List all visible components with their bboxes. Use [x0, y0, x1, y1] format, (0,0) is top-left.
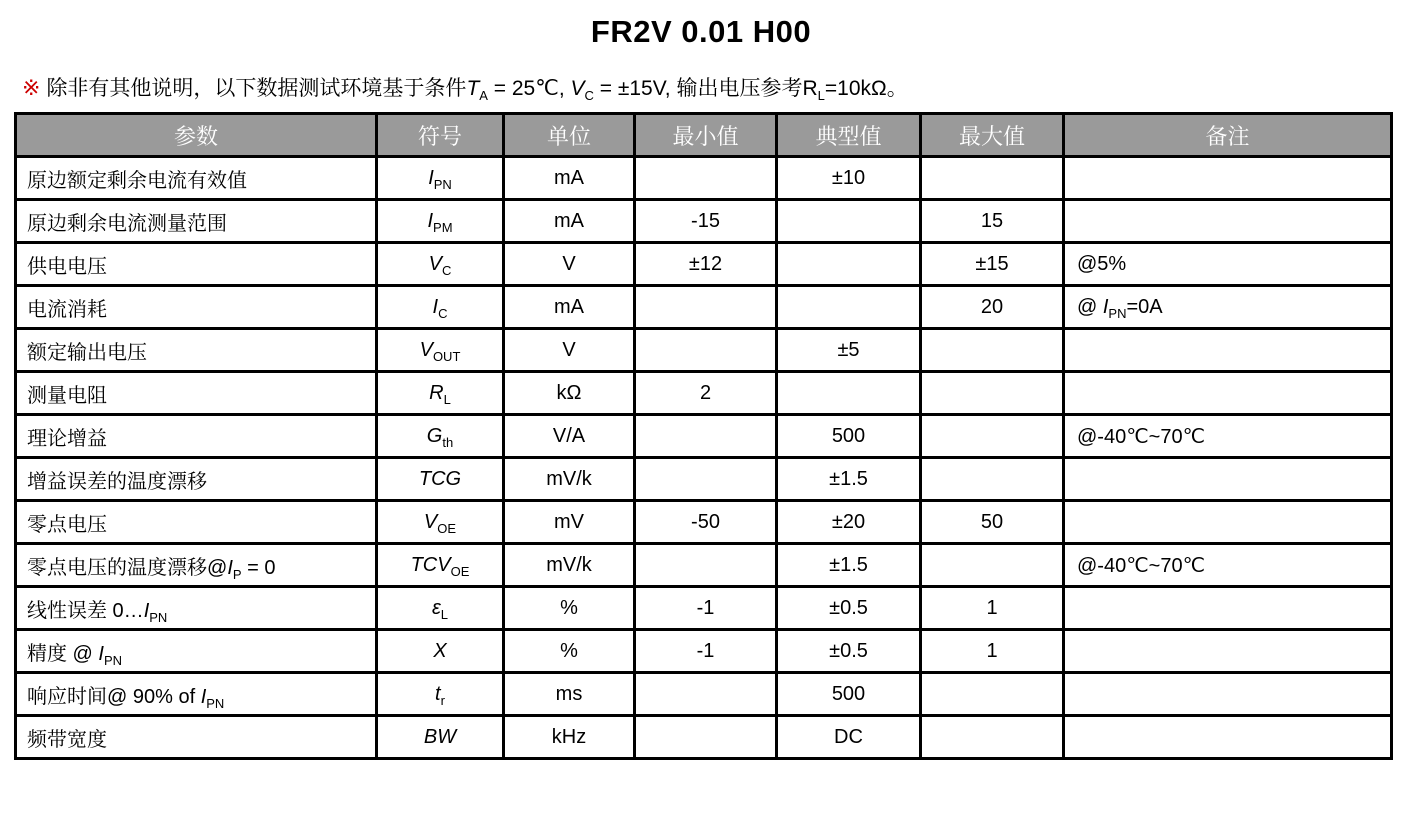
symbol-base: X — [433, 639, 447, 662]
typical-cell — [777, 458, 921, 501]
typical-cell — [777, 501, 921, 544]
symbol-base: I — [432, 295, 439, 318]
header-unit: 单位 — [504, 114, 635, 157]
symbol-cell — [377, 415, 504, 458]
unit-cell — [504, 329, 635, 372]
remark-cell — [1064, 716, 1392, 759]
unit-cell — [504, 630, 635, 673]
typical-cell — [777, 286, 921, 329]
symbol-base: I — [428, 166, 434, 189]
symbol-sub: OE — [437, 520, 457, 536]
parameter-text: 精度 @ — [27, 642, 99, 665]
unit-value: mA — [554, 209, 584, 232]
parameter-symbol: I — [200, 685, 207, 708]
max-cell — [921, 329, 1064, 372]
table-row — [16, 157, 1392, 200]
unit-cell — [504, 200, 635, 243]
typical-cell — [777, 630, 921, 673]
typical-cell — [777, 587, 921, 630]
typical-value: 500 — [831, 682, 866, 705]
min-cell — [635, 501, 777, 544]
parameter-cell — [16, 372, 377, 415]
parameter-cell — [16, 673, 377, 716]
min-cell — [635, 630, 777, 673]
header-remark: 备注 — [1064, 114, 1392, 157]
symbol-base: TCV — [410, 553, 451, 576]
remark-cell — [1064, 372, 1392, 415]
remark-cell — [1064, 458, 1392, 501]
max-value: 1 — [986, 596, 998, 619]
symbol-sub: r — [440, 692, 445, 708]
parameter-symbol-sub: PN — [206, 695, 225, 711]
remark-cell — [1064, 630, 1392, 673]
unit-cell — [504, 544, 635, 587]
header-max: 最大值 — [921, 114, 1064, 157]
unit-cell — [504, 716, 635, 759]
note-symbol-vc-sub: C — [584, 88, 594, 103]
min-cell — [635, 544, 777, 587]
unit-value: mA — [554, 166, 584, 189]
unit-cell — [504, 501, 635, 544]
unit-cell — [504, 372, 635, 415]
note-symbol-vc: V — [570, 77, 585, 100]
symbol-base: I — [427, 209, 434, 232]
min-cell — [635, 329, 777, 372]
max-value: 20 — [980, 295, 1004, 318]
table-row — [16, 587, 1392, 630]
typical-cell — [777, 329, 921, 372]
typical-value: ±1.5 — [829, 553, 868, 576]
parameter-text: 响应时间@ 90% of — [27, 685, 201, 708]
typical-cell — [777, 243, 921, 286]
symbol-base: V — [419, 338, 433, 361]
max-cell — [921, 157, 1064, 200]
min-value: ±12 — [688, 252, 723, 275]
remark-cell — [1064, 587, 1392, 630]
parameter-symbol: I — [227, 556, 233, 579]
remark-text: @-40℃~70℃ — [1077, 425, 1206, 448]
typical-cell — [777, 200, 921, 243]
parameter-text: 测量电阻 — [27, 384, 107, 407]
symbol-cell — [377, 243, 504, 286]
symbol-sub: C — [441, 262, 452, 278]
remark-cell — [1064, 501, 1392, 544]
typical-value: ±0.5 — [829, 639, 868, 662]
unit-cell — [504, 673, 635, 716]
parameter-text: 频带宽度 — [27, 728, 107, 751]
header-min: 最小值 — [635, 114, 777, 157]
parameter-text: 零点电压 — [27, 513, 107, 536]
symbol-sub: OE — [450, 563, 470, 579]
unit-value: mV/k — [546, 467, 592, 490]
table-row — [16, 716, 1392, 759]
note-text-2: = 25℃, — [487, 77, 571, 100]
symbol-cell — [377, 716, 504, 759]
unit-cell — [504, 415, 635, 458]
typical-cell — [777, 716, 921, 759]
max-value: 50 — [980, 510, 1004, 533]
unit-value: V/A — [552, 424, 586, 447]
max-value: 15 — [980, 209, 1004, 232]
unit-value: mA — [554, 295, 584, 318]
remark-cell — [1064, 200, 1392, 243]
remark-symbol: I — [1102, 295, 1109, 318]
symbol-base: ε — [431, 596, 441, 619]
note-symbol-rl: R — [802, 77, 818, 100]
header-symbol: 符号 — [377, 114, 504, 157]
symbol-base: R — [429, 381, 444, 404]
max-cell — [921, 286, 1064, 329]
parameter-symbol-sub: PN — [103, 652, 123, 668]
remark-cell — [1064, 286, 1392, 329]
remark-text: @5% — [1077, 252, 1127, 275]
symbol-cell — [377, 501, 504, 544]
min-cell — [635, 673, 777, 716]
parameter-text: 供电电压 — [27, 255, 107, 278]
min-cell — [635, 716, 777, 759]
parameter-symbol-sub: PN — [149, 609, 168, 625]
typical-cell — [777, 372, 921, 415]
unit-value: V — [562, 252, 576, 275]
table-row — [16, 243, 1392, 286]
min-cell — [635, 157, 777, 200]
page-title: FR2V 0.01 H00 — [590, 14, 812, 49]
symbol-cell — [377, 544, 504, 587]
min-cell — [635, 415, 777, 458]
table-row — [16, 200, 1392, 243]
min-cell — [635, 372, 777, 415]
parameter-cell — [16, 501, 377, 544]
parameter-cell — [16, 716, 377, 759]
symbol-base: BW — [423, 725, 457, 748]
typical-value: DC — [834, 725, 863, 748]
min-cell — [635, 587, 777, 630]
parameter-text: 零点电压的温度漂移@ — [27, 556, 228, 579]
parameter-cell — [16, 200, 377, 243]
parameter-text: 理论增益 — [27, 427, 107, 450]
symbol-base: G — [426, 424, 443, 447]
parameter-text: 额定输出电压 — [27, 341, 147, 364]
test-conditions-note — [22, 72, 1402, 102]
parameter-symbol-sub: P — [232, 566, 242, 582]
symbol-cell — [377, 630, 504, 673]
parameter-cell — [16, 415, 377, 458]
min-cell — [635, 243, 777, 286]
unit-value: % — [560, 639, 578, 662]
max-value: ±15 — [975, 252, 1009, 275]
typical-value: ±5 — [837, 338, 860, 361]
max-cell — [921, 716, 1064, 759]
max-cell — [921, 200, 1064, 243]
parameter-cell — [16, 458, 377, 501]
table-row — [16, 415, 1392, 458]
min-value: -1 — [696, 596, 715, 619]
unit-value: ms — [555, 682, 583, 705]
remark-cell — [1064, 673, 1392, 716]
max-value: 1 — [986, 639, 998, 662]
remark-symbol-sub: PN — [1108, 305, 1127, 321]
max-cell — [921, 458, 1064, 501]
header-typical: 典型值 — [777, 114, 921, 157]
symbol-cell — [377, 372, 504, 415]
max-cell — [921, 415, 1064, 458]
table-row — [16, 286, 1392, 329]
max-cell — [921, 630, 1064, 673]
table-header-row — [16, 114, 1392, 157]
min-cell — [635, 458, 777, 501]
symbol-base: TCG — [418, 467, 462, 490]
header-parameter: 参数 — [16, 114, 377, 157]
symbol-sub: L — [440, 606, 449, 622]
remark-cell — [1064, 544, 1392, 587]
parameter-symbol: I — [143, 599, 150, 622]
unit-value: mV/k — [546, 553, 592, 576]
parameter-cell — [16, 329, 377, 372]
symbol-cell — [377, 673, 504, 716]
unit-value: mV — [554, 510, 584, 533]
unit-cell — [504, 243, 635, 286]
parameter-text: 原边剩余电流测量范围 — [27, 212, 227, 235]
symbol-sub: th — [442, 434, 454, 450]
symbol-sub: C — [438, 305, 448, 321]
min-value: -15 — [691, 209, 720, 232]
typical-cell — [777, 157, 921, 200]
parameter-text-tail: = 0 — [241, 556, 276, 579]
parameter-cell — [16, 544, 377, 587]
max-cell — [921, 544, 1064, 587]
table-row — [16, 501, 1392, 544]
typical-cell — [777, 673, 921, 716]
table-row — [16, 458, 1392, 501]
unit-value: kHz — [551, 725, 587, 748]
min-value: -50 — [691, 510, 720, 533]
table-row — [16, 372, 1392, 415]
symbol-sub: PM — [433, 219, 453, 235]
symbol-cell — [377, 157, 504, 200]
reference-mark: ※ — [22, 75, 41, 100]
typical-value: 500 — [831, 424, 866, 447]
remark-cell — [1064, 329, 1392, 372]
parameter-symbol: I — [98, 642, 104, 665]
max-cell — [921, 501, 1064, 544]
symbol-base: V — [423, 510, 438, 533]
note-symbol-ta-sub: A — [479, 88, 488, 103]
remark-text: @-40℃~70℃ — [1077, 554, 1206, 577]
symbol-cell — [377, 286, 504, 329]
parameter-text: 线性误差 0… — [27, 599, 144, 622]
parameter-text: 原边额定剩余电流有效值 — [27, 169, 247, 192]
parameter-cell — [16, 587, 377, 630]
typical-cell — [777, 544, 921, 587]
note-text-3: = ±15V, 输出电压参考 — [593, 77, 803, 100]
note-text-1: 除非有其他说明，以下数据测试环境基于条件 — [46, 77, 467, 100]
max-cell — [921, 372, 1064, 415]
table-row — [16, 673, 1392, 716]
typical-value: ±0.5 — [829, 596, 868, 619]
remark-cell — [1064, 243, 1392, 286]
unit-value: % — [560, 596, 578, 619]
typical-value: ±10 — [831, 166, 866, 189]
symbol-cell — [377, 200, 504, 243]
symbol-sub: L — [443, 391, 451, 407]
parameter-text: 电流消耗 — [27, 298, 107, 321]
min-value: -1 — [696, 639, 715, 662]
parameter-cell — [16, 630, 377, 673]
symbol-sub: PN — [433, 176, 452, 192]
note-symbol-rl-sub: L — [817, 88, 825, 103]
remark-text-tail: =0A — [1126, 295, 1163, 318]
note-text-4: =10kΩ。 — [824, 77, 908, 100]
parameter-cell — [16, 243, 377, 286]
symbol-cell — [377, 587, 504, 630]
min-cell — [635, 200, 777, 243]
typical-value: ±20 — [831, 510, 866, 533]
spec-table — [14, 112, 1393, 760]
unit-value: V — [562, 338, 576, 361]
typical-cell — [777, 415, 921, 458]
datasheet-page — [0, 14, 1402, 813]
parameter-cell — [16, 157, 377, 200]
unit-cell — [504, 286, 635, 329]
min-value: 2 — [699, 381, 712, 404]
parameter-text: 增益误差的温度漂移 — [27, 470, 207, 493]
unit-cell — [504, 458, 635, 501]
symbol-cell — [377, 329, 504, 372]
remark-cell — [1064, 415, 1392, 458]
unit-cell — [504, 157, 635, 200]
max-cell — [921, 673, 1064, 716]
max-cell — [921, 587, 1064, 630]
symbol-base: t — [435, 682, 441, 705]
symbol-base: V — [428, 252, 442, 275]
remark-cell — [1064, 157, 1392, 200]
unit-cell — [504, 587, 635, 630]
note-symbol-ta: T — [466, 77, 480, 100]
min-cell — [635, 286, 777, 329]
table-row — [16, 329, 1392, 372]
remark-text: @ — [1077, 295, 1103, 318]
symbol-cell — [377, 458, 504, 501]
max-cell — [921, 243, 1064, 286]
unit-value: kΩ — [556, 381, 582, 404]
parameter-cell — [16, 286, 377, 329]
typical-value: ±1.5 — [829, 467, 868, 490]
table-row — [16, 544, 1392, 587]
symbol-sub: OUT — [432, 348, 461, 364]
table-row — [16, 630, 1392, 673]
